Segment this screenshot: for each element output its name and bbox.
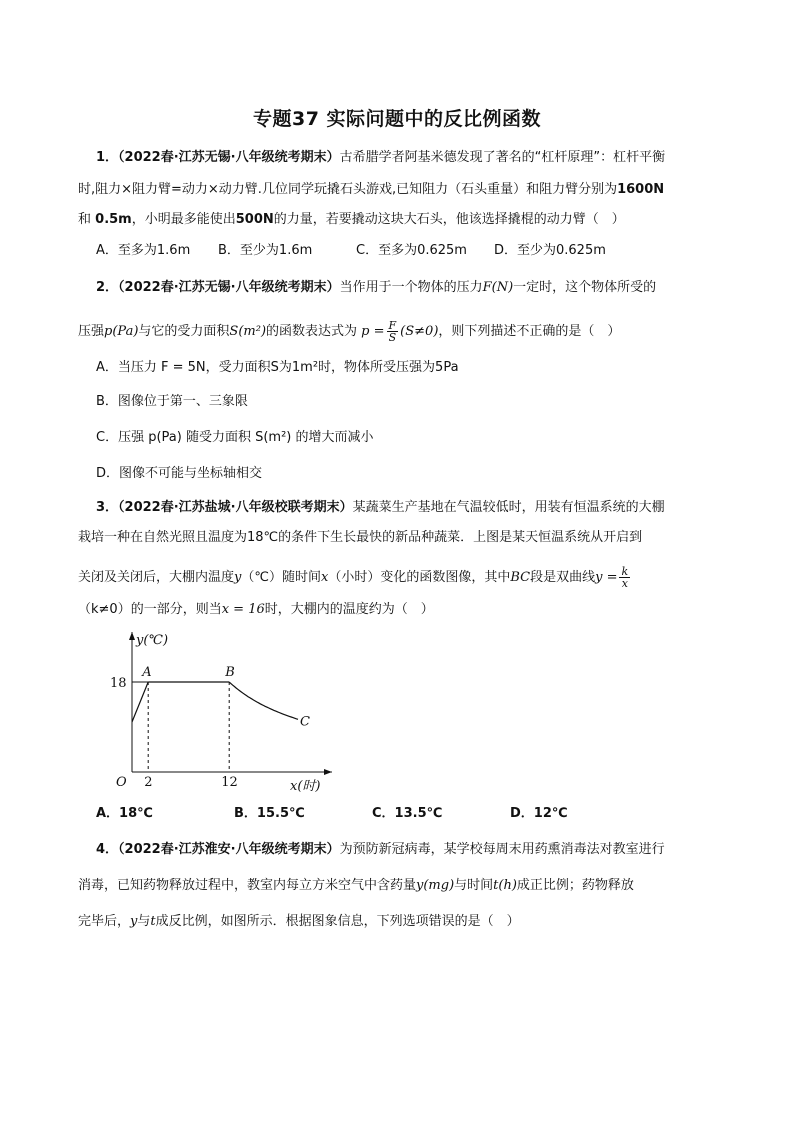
point-label-b: B <box>225 665 235 680</box>
q2-frac-den: S <box>388 331 397 344</box>
q3-text: （k≠0）的一部分，则当 <box>78 602 222 617</box>
q3-hyp-den: x <box>621 577 628 590</box>
q3-text: 段是双曲线 <box>530 570 596 585</box>
q1-text: 和 <box>78 212 92 227</box>
q4-text: 成正比例；药物释放 <box>516 878 634 893</box>
q3-line3 <box>78 566 632 589</box>
q3-x-value: x = 16 <box>221 602 265 617</box>
q2-text: 一定时，这个物体所受的 <box>513 280 657 295</box>
q2-text: 与它的受力面积 <box>138 324 230 339</box>
x-axis-label: x(时) <box>290 779 321 794</box>
q1-arm: 0.5m <box>95 212 132 227</box>
q2-formula-cond: (S≠0) <box>400 324 439 339</box>
q2-number: 2． <box>96 280 119 295</box>
q2-fraction <box>387 320 399 343</box>
q3-text: 时，大棚内的温度约为（ ） <box>264 602 434 617</box>
q2-line1 <box>96 280 656 296</box>
q3-line4 <box>78 602 434 618</box>
segment-rise <box>132 682 148 722</box>
q2-source: （2022春·江苏无锡·八年级统考期末） <box>118 280 340 295</box>
q2-text: ，则下列描述不正确的是（ ） <box>438 324 621 339</box>
q4-text: 消毒，已知药物释放过程中，教室内每立方米空气中含药量 <box>78 878 417 893</box>
q4-t-var: t(h) <box>493 878 517 893</box>
q2-frac-num: F <box>388 319 397 332</box>
page-title: 专题37 实际问题中的反比例函数 <box>252 108 542 130</box>
q3-line1 <box>96 500 665 516</box>
q2-text: 压强 <box>78 324 105 339</box>
q3-options <box>96 806 568 822</box>
y-axis-label: y(℃) <box>136 633 169 648</box>
q2-option-d[interactable]: D．图像不可能与坐标轴相交 <box>96 466 263 481</box>
q3-text: 某蔬菜生产基地在气温较低时，用装有恒温系统的大棚 <box>352 500 665 515</box>
q4-line3 <box>78 914 520 930</box>
q4-source: （2022春·江苏淮安·八年级统考期末） <box>118 842 340 857</box>
q1-force: 1600N <box>617 182 665 197</box>
q4-text: 为预防新冠病毒，某学校每周末用药熏消毒法对教室进行 <box>339 842 665 857</box>
q1-line1 <box>96 150 665 166</box>
q3-text: 关闭及关闭后，大棚内温度 <box>78 570 235 585</box>
q4-text: 完毕后， <box>78 914 131 929</box>
q2-option-b[interactable]: B．图像位于第一、三象限 <box>96 394 248 409</box>
q3-option-b[interactable]: B．15.5℃ <box>234 806 305 821</box>
q2-option-c[interactable]: C．压强 p(Pa) 随受力面积 S(m²) 的增大而减小 <box>96 430 374 445</box>
x-axis-arrow <box>324 769 332 775</box>
q1-line2 <box>78 182 664 198</box>
q2-p-var: p(Pa) <box>104 324 139 339</box>
q3-var-x: x <box>320 570 329 585</box>
q1-option-b[interactable]: B．至少为1.6m <box>218 243 313 258</box>
q1-text: 时,阻力×阻力臂=动力×动力臂.几位同学玩撬石头游戏,已知阻力（石头重量）和阻力臂分别为 <box>78 182 618 197</box>
q2-formula-lhs: p = <box>361 324 385 339</box>
q2-text: 的函数表达式为 <box>266 324 358 339</box>
q3-option-a[interactable]: A．18℃ <box>96 806 153 821</box>
q4-text: 与 <box>137 914 151 929</box>
q1-option-a[interactable]: A．至多为1.6m <box>96 243 191 258</box>
q3-var-y: y <box>234 570 242 585</box>
q2-force-var: F(N) <box>482 280 514 295</box>
q3-option-d[interactable]: D．12℃ <box>510 806 568 821</box>
q3-source: （2022春·江苏盐城·八年级校联考期末） <box>118 500 353 515</box>
q1-line3 <box>78 212 625 228</box>
q3-hyp-fraction <box>619 566 630 589</box>
q3-line2: 栽培一种在自然光照且温度为18℃的条件下生长最快的新品种蔬菜．上图是某天恒温系统从开启到 <box>78 530 643 545</box>
point-label-c: C <box>300 714 311 730</box>
q1-power: 500N <box>235 212 274 227</box>
q3-option-c[interactable]: C．13.5℃ <box>372 806 443 821</box>
q1-source: （2022春·江苏无锡·八年级统考期末） <box>118 150 340 165</box>
x-tick-12: 12 <box>221 775 238 790</box>
q1-text: ，小明最多能使出 <box>131 212 236 227</box>
q4-y-var: y <box>130 914 138 929</box>
q4-text: 与时间 <box>454 878 494 893</box>
q1-number: 1． <box>96 150 119 165</box>
q4-line1 <box>96 842 665 858</box>
q3-bc: BC <box>510 570 531 585</box>
q1-text: 的力量，若要撬动这块大石头，他该选择撬棍的动力臂（ ） <box>273 212 625 227</box>
q2-option-a[interactable]: A．当压力 F = 5N，受力面积S为1m²时，物体所受压强为5Pa <box>96 360 459 375</box>
q1-option-d[interactable]: D．至少为0.625m <box>494 243 606 258</box>
q1-option-c[interactable]: C．至多为0.625m <box>356 243 467 258</box>
q3-text: （小时）变化的函数图像，其中 <box>328 570 511 585</box>
segment-bc-hyperbola <box>229 682 298 719</box>
q1-options <box>96 243 606 259</box>
q4-y-var: y(mg) <box>416 878 455 893</box>
q2-text: 当作用于一个物体的压力 <box>339 280 483 295</box>
y-tick-18: 18 <box>110 676 127 691</box>
q3-chart <box>96 626 336 796</box>
q3-text: （℃）随时间 <box>241 570 321 585</box>
x-tick-2: 2 <box>144 775 153 790</box>
q4-text: 成反比例，如图所示．根据图象信息，下列选项错误的是（ ） <box>155 914 520 929</box>
q4-line2 <box>78 878 634 894</box>
q3-hyp-num: k <box>621 565 629 578</box>
q4-t-var: t <box>150 914 156 929</box>
origin-label: O <box>116 775 127 790</box>
q3-hyp-lhs: y = <box>595 570 618 585</box>
q3-number: 3． <box>96 500 119 515</box>
q2-s-var: S(m²) <box>229 324 267 339</box>
y-axis-arrow <box>129 632 135 640</box>
q4-number: 4． <box>96 842 119 857</box>
q1-text: 古希腊学者阿基米德发现了著名的“杠杆原理”：杠杆平衡 <box>339 150 666 165</box>
point-label-a: A <box>142 665 152 680</box>
q2-line2 <box>78 320 620 343</box>
